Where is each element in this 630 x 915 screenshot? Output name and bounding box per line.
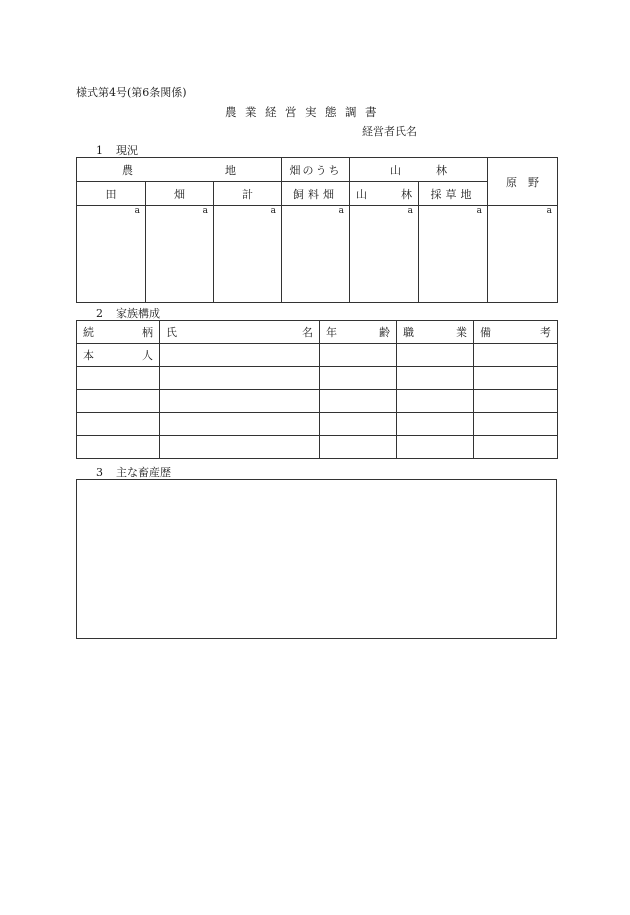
header-text: 柄 — [142, 326, 153, 339]
header-text: 齢 — [379, 326, 390, 339]
cell[interactable] — [77, 390, 160, 413]
cell[interactable] — [160, 367, 320, 390]
unit-label: a — [476, 206, 483, 216]
section-3-heading — [96, 464, 171, 480]
cell[interactable] — [160, 390, 320, 413]
table-row — [77, 367, 558, 390]
unit-label: a — [270, 206, 277, 216]
value-grassland[interactable] — [419, 206, 488, 303]
cell[interactable] — [320, 367, 397, 390]
cell[interactable] — [474, 436, 558, 459]
header-field: 畑 — [146, 182, 214, 206]
relation-self — [77, 344, 160, 367]
header-mountain-forest — [350, 182, 419, 206]
form-number-label: 様式第4号(第6条関係) — [76, 86, 187, 99]
section-number: 3 — [96, 466, 103, 479]
livestock-history-box[interactable] — [76, 479, 557, 639]
cell-text: 本 — [83, 349, 94, 362]
header-text: 年 — [326, 326, 337, 339]
value-feed-field[interactable] — [282, 206, 350, 303]
header-text: 考 — [540, 326, 551, 339]
value-wild-field[interactable] — [488, 206, 558, 303]
value-field[interactable] — [146, 206, 214, 303]
cell[interactable] — [320, 436, 397, 459]
header-forest — [350, 158, 488, 182]
header-feed-field: 飼料畑 — [282, 182, 350, 206]
table-row — [77, 344, 558, 367]
cell[interactable] — [77, 367, 160, 390]
cell[interactable] — [160, 344, 320, 367]
col-name — [160, 321, 320, 344]
section-2-heading — [96, 305, 160, 321]
header-text: 続 — [83, 326, 94, 339]
header-text: 山 — [356, 187, 368, 201]
value-total[interactable] — [214, 206, 282, 303]
unit-label: a — [202, 206, 208, 216]
cell[interactable] — [160, 413, 320, 436]
value-mountain-forest[interactable] — [350, 206, 419, 303]
cell[interactable] — [474, 367, 558, 390]
table-row — [77, 390, 558, 413]
header-grassland: 採草地 — [419, 182, 488, 206]
header-within-field: 畑のうち — [282, 158, 350, 182]
header-text: 氏 — [166, 326, 177, 339]
section-title: 主な畜産歴 — [116, 466, 171, 479]
header-text: 林 — [401, 187, 413, 201]
header-text: 備 — [480, 326, 491, 339]
col-age — [320, 321, 397, 344]
cell[interactable] — [397, 413, 474, 436]
section-number: 1 — [96, 144, 103, 157]
cell[interactable] — [474, 344, 558, 367]
section-title: 現況 — [116, 144, 138, 157]
cell[interactable] — [320, 413, 397, 436]
document-title: 農業経営実態調書 — [225, 105, 385, 119]
family-structure-table — [76, 320, 558, 459]
header-total: 計 — [214, 182, 282, 206]
section-number: 2 — [96, 307, 103, 320]
cell[interactable] — [320, 344, 397, 367]
col-occupation — [397, 321, 474, 344]
header-text: 山 — [390, 163, 402, 177]
header-text: 名 — [302, 326, 313, 339]
cell[interactable] — [474, 413, 558, 436]
cell[interactable] — [77, 413, 160, 436]
header-text: 農 — [122, 163, 133, 177]
header-wild-field: 原 野 — [488, 158, 558, 206]
cell[interactable] — [397, 390, 474, 413]
unit-label: a — [134, 206, 140, 216]
unit-label: a — [338, 206, 345, 216]
header-farmland — [77, 158, 282, 182]
header-text: 職 — [403, 326, 414, 339]
cell[interactable] — [77, 436, 160, 459]
col-relation — [77, 321, 160, 344]
unit-label: a — [407, 206, 414, 216]
header-text: 地 — [225, 163, 237, 177]
section-title: 家族構成 — [116, 307, 160, 320]
cell[interactable] — [397, 367, 474, 390]
section-1-heading — [96, 142, 138, 158]
manager-name-label: 経営者氏名 — [362, 125, 417, 138]
current-status-table — [76, 157, 558, 303]
cell[interactable] — [320, 390, 397, 413]
unit-label: a — [546, 206, 553, 216]
table-row — [77, 413, 558, 436]
cell[interactable] — [397, 436, 474, 459]
cell[interactable] — [160, 436, 320, 459]
table-row — [77, 436, 558, 459]
cell[interactable] — [474, 390, 558, 413]
cell[interactable] — [397, 344, 474, 367]
col-remarks — [474, 321, 558, 344]
header-paddy: 田 — [77, 182, 146, 206]
header-text: 業 — [456, 326, 467, 339]
cell-text: 人 — [142, 349, 153, 362]
value-paddy[interactable] — [77, 206, 146, 303]
header-text: 林 — [436, 163, 448, 177]
